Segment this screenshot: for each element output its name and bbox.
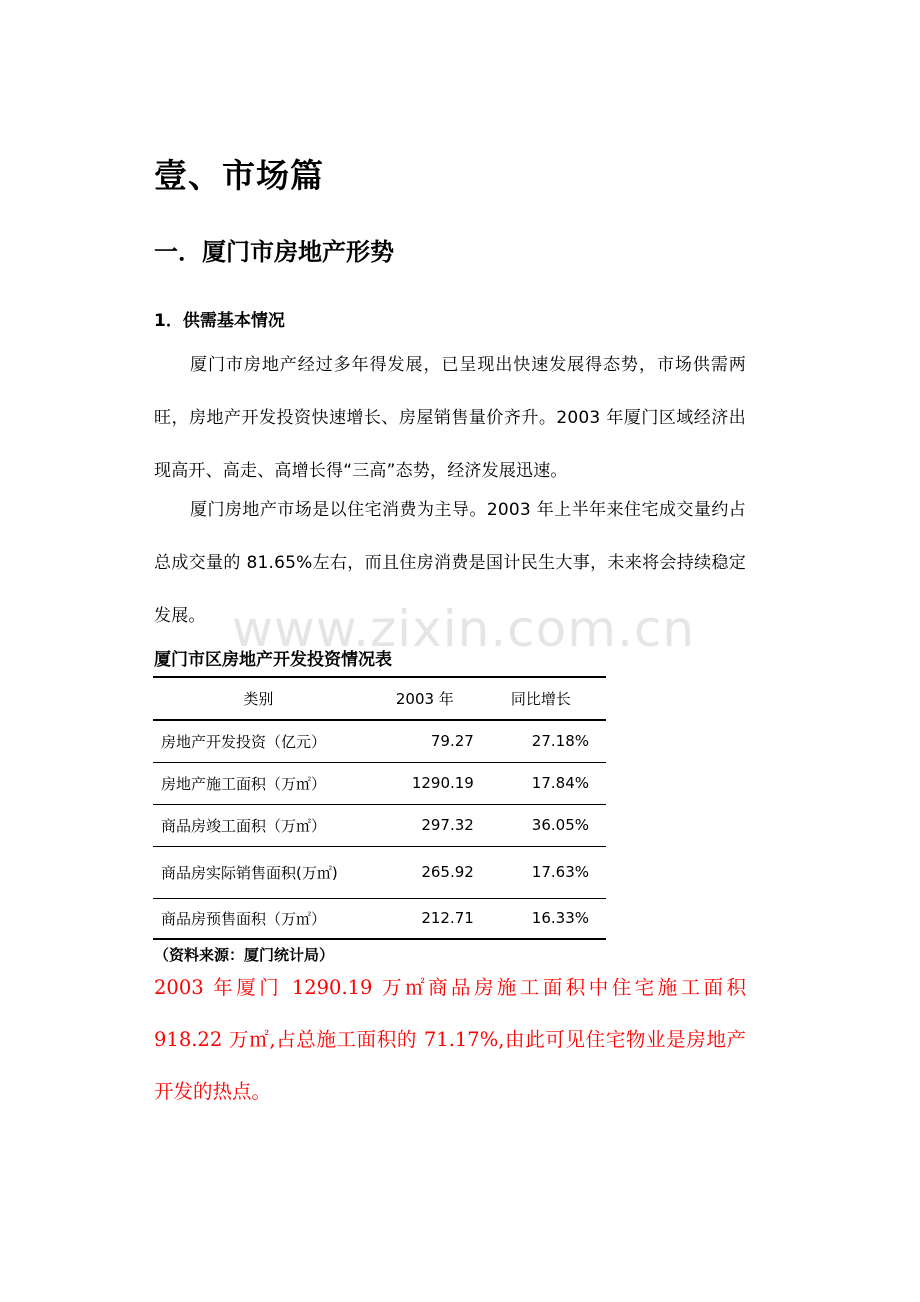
table-cell-category: 商品房实际销售面积(万㎡) [153,846,374,898]
table-row [153,804,606,846]
table-header-row [153,677,606,720]
table-row [153,898,606,939]
table-cell-growth: 36.05% [476,804,606,846]
watermark: www.zixin.com.cn [232,600,696,658]
investment-table [153,676,606,940]
column-header-year: 2003 年 [374,677,476,720]
table-cell-value: 297.32 [374,804,476,846]
table-cell-growth: 27.18% [476,720,606,762]
section-heading: 一．厦门市房地产形势 [154,238,394,266]
highlight-paragraph: 2003 年厦门 1290.19 万㎡商品房施工面积中住宅施工面积 918.22 万㎡,占总施工面积的 71.17%,由此可见住宅物业是房地产开发的热点。 [154,976,746,1103]
table-cell-value: 212.71 [374,898,476,939]
table-cell-category: 商品房预售面积（万㎡） [153,898,374,939]
table-title: 厦门市区房地产开发投资情况表 [154,650,392,670]
body-paragraph-1: 厦门市房地产经过多年得发展，已呈现出快速发展得态势，市场供需两旺，房地产开发投资快速增长、房屋销售量价齐升。2003 年厦门区域经济出现高开、高走、高增长得“三高”态势，经济发展迅速。 [154,355,746,481]
table-cell-growth: 17.63% [476,846,606,898]
subsection-heading: 1．供需基本情况 [154,311,285,331]
table-cell-category: 商品房竣工面积（万㎡） [153,804,374,846]
body-paragraph-2: 厦门房地产市场是以住宅消费为主导。2003 年上半年来住宅成交量约占总成交量的 81.65%左右，而且住房消费是国计民生大事，未来将会持续稳定发展。 [154,500,746,626]
table-source-note: （资料来源：厦门统计局） [154,946,335,964]
chapter-heading: 壹、市场篇 [154,156,324,195]
table-cell-category: 房地产施工面积（万㎡） [153,762,374,804]
table-cell-growth: 17.84% [476,762,606,804]
table-cell-value: 79.27 [374,720,476,762]
table-row [153,846,606,898]
table-row [153,720,606,762]
table-cell-value: 265.92 [374,846,476,898]
column-header-category: 类别 [153,677,374,720]
table-row [153,762,606,804]
table-cell-category: 房地产开发投资（亿元） [153,720,374,762]
table-cell-value: 1290.19 [374,762,476,804]
table-cell-growth: 16.33% [476,898,606,939]
column-header-growth: 同比增长 [476,677,606,720]
